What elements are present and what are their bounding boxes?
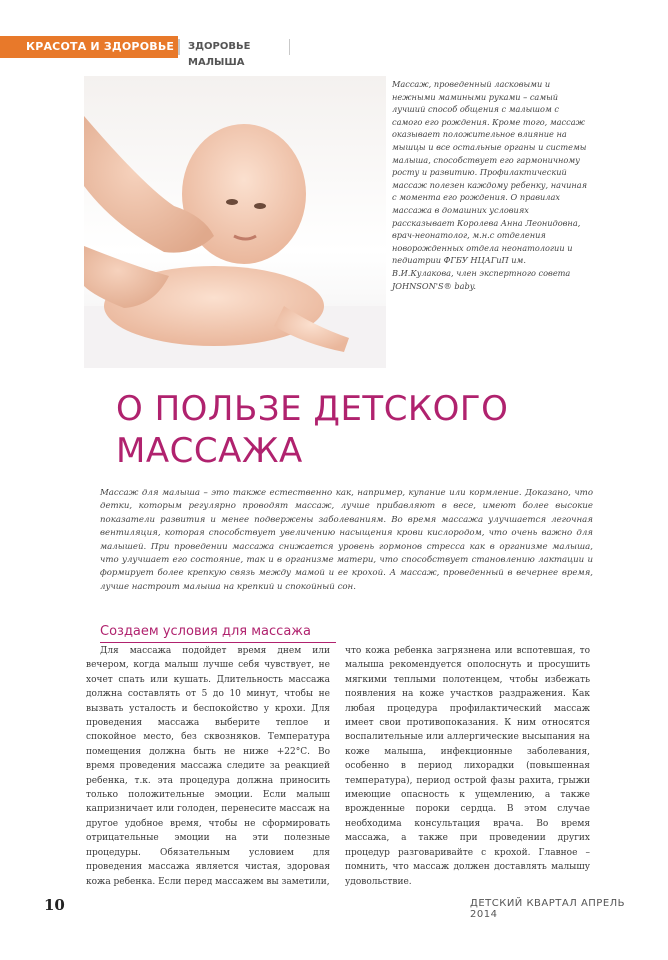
section-label: КРАСОТА И ЗДОРОВЬЕ — [0, 36, 178, 58]
body-column-right — [345, 644, 590, 889]
intro-paragraph: Массаж, проведенный ласковыми и нежными мамиными руками – самый лучший способ общения с малышом с самого его рождения. Кроме того, массаж оказывает положительное влияние на мышцы и все остальные органы и системы малыша, способствует его гармоничному росту и развитию. Профилактический массаж полезен каждому ребенку, начиная с момента его рождения. О правилах массажа в домашних условиях рассказывает Королева Анна Леонидовна, врач-неонатолог, м.н.с отделения новорожденных отдела неонатологии и педиатрии ФГБУ НЦАГиП им. В.И.Кулакова, член экспертного совета JOHNSON'S® baby. — [392, 79, 588, 291]
subsection-label: ЗДОРОВЬЕ МАЛЫША — [178, 39, 290, 55]
section-header — [0, 36, 290, 68]
page-number: 10 — [44, 896, 65, 914]
body-column-left — [86, 644, 330, 889]
article-title: О ПОЛЬЗЕ ДЕТСКОГО МАССАЖА — [116, 389, 509, 471]
section-subheading: Создаем условия для массажа — [100, 624, 336, 643]
body-text-left: Для массажа подойдет время днем или вечером, когда малыш лучше себя чувствует, не хочет спать или кушать. Длительность массажа должна составлять от 5 до 10 минут, чтобы не вызвать усталость и беспокойство у крохи. Для проведения массажа выберите теплое и спокойное место, без сквозняков. Температура помещения должна быть не ниже +22°С. Во время проведения массажа следите за реакцией ребенка, т.к. эта процедура должна приносить только положительные эмоции. Если малыш капризничает или голоден, перенесите массаж на другое удобное время, чтобы не сформировать отрицательные эмоции на эти полезные процедуры. Обязательным условием для проведения массажа является чистая, здоровая кожа ребенка. Если перед массажем вы заметили, — [86, 646, 330, 887]
magazine-footer: ДЕТСКИЙ КВАРТАЛ АПРЕЛЬ 2014 — [470, 898, 626, 920]
lead-paragraph: Массаж для малыша – это также естественно как, например, купание или кормление. Доказано, что детки, которым регулярно проводят массаж, лучше прибавляют в весе, имеют более высокие показатели развития и менее подвержены заболеваниям. Во время массажа улучшается легочная вентиляция, которая способствует увеличению насыщения крови кислородом, что очень важно для малышей. При проведении массажа снижается уровень гормонов стресса как в организме малыша, что улучшает его состояние, так и в организме матери, что способствует становлению лактации и формирует более крепкую связь между мамой и ее крохой. А массаж, проведенный в вечернее время, лучше настроит малыша на крепкий и спокойный сон. — [100, 488, 593, 592]
body-text-right: что кожа ребенка загрязнена или вспотевшая, то малыша рекомендуется ополоснуть и просушить мягкими теплыми полотенцем, чтобы избежать появления на коже участков раздражения. Как любая процедура профилактический массаж имеет свои противопоказания. К ним относятся воспалительные или аллергические высыпания на коже малыша, инфекционные заболевания, особенно в период лихорадки (повышенная температура), период острой фазы рахита, грыжи имеющие опасность к ущемлению, а также врожденные пороки сердца. В этом случае необходима консультация врача. Во время массажа, а также при проведении других процедур разговаривайте с крохой. Главное – помнить, что массаж должен доставлять малышу удовольствие. — [345, 646, 590, 887]
baby-massage-photo — [84, 76, 386, 368]
